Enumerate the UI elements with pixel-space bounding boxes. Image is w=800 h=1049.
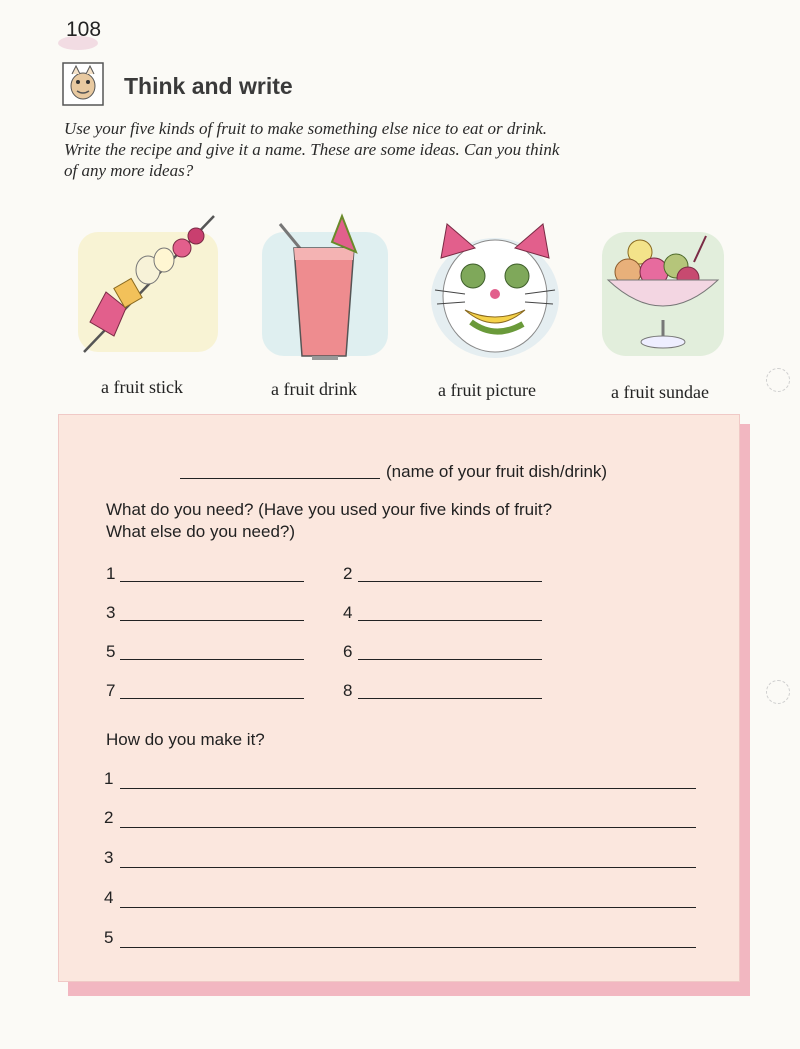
ingredient-number: 6 xyxy=(343,642,353,661)
section-heading: Think and write xyxy=(124,73,293,99)
fruit-drink-illustration xyxy=(258,212,398,362)
step-blank[interactable] xyxy=(120,827,696,828)
ingredient-number: 4 xyxy=(343,603,353,622)
fruit-sundae-illustration xyxy=(598,222,728,362)
step-blank[interactable] xyxy=(120,947,696,948)
ingredient-blank[interactable] xyxy=(358,659,542,660)
need-question-line: What do you need? (Have you used your five kinds of fruit? xyxy=(106,500,553,519)
ingredient-number: 5 xyxy=(106,642,116,661)
page-number: 108 xyxy=(66,18,102,41)
step-blank[interactable] xyxy=(120,907,696,908)
instruction-line: of any more ideas? xyxy=(64,161,194,180)
step-blank[interactable] xyxy=(120,788,696,789)
ingredient-blank[interactable] xyxy=(120,698,304,699)
ingredient-number: 7 xyxy=(106,681,116,700)
ingredient-blank[interactable] xyxy=(358,581,542,582)
instructions xyxy=(64,118,664,181)
ingredient-number: 8 xyxy=(343,681,353,700)
step-number: 1 xyxy=(104,769,114,788)
method-question: How do you make it? xyxy=(106,730,265,749)
ingredient-number: 3 xyxy=(106,603,116,622)
step-number: 3 xyxy=(104,848,114,867)
dish-name-blank[interactable] xyxy=(180,478,380,479)
binder-hole xyxy=(766,680,790,704)
ingredient-number: 1 xyxy=(106,564,116,583)
idea-caption: a fruit picture xyxy=(438,380,536,400)
ingredient-blank[interactable] xyxy=(358,698,542,699)
need-question-line: What else do you need?) xyxy=(106,522,296,541)
fruit-picture-illustration xyxy=(425,218,565,366)
idea-caption: a fruit stick xyxy=(101,377,183,397)
step-number: 5 xyxy=(104,928,114,947)
dish-name-label: (name of your fruit dish/drink) xyxy=(386,462,608,481)
mascot-icon xyxy=(62,62,104,106)
ingredient-blank[interactable] xyxy=(358,620,542,621)
ingredient-blank[interactable] xyxy=(120,659,304,660)
step-number: 2 xyxy=(104,808,114,827)
binder-hole xyxy=(766,368,790,392)
step-blank[interactable] xyxy=(120,867,696,868)
step-number: 4 xyxy=(104,888,114,907)
instruction-line: Write the recipe and give it a name. These are some ideas. Can you think xyxy=(64,140,560,159)
instruction-line: Use your five kinds of fruit to make something else nice to eat or drink. xyxy=(64,119,547,138)
idea-caption: a fruit sundae xyxy=(611,382,709,402)
ingredient-blank[interactable] xyxy=(120,620,304,621)
fruit-stick-illustration xyxy=(78,212,228,362)
ingredient-blank[interactable] xyxy=(120,581,304,582)
ingredient-number: 2 xyxy=(343,564,353,583)
idea-caption: a fruit drink xyxy=(271,379,357,399)
